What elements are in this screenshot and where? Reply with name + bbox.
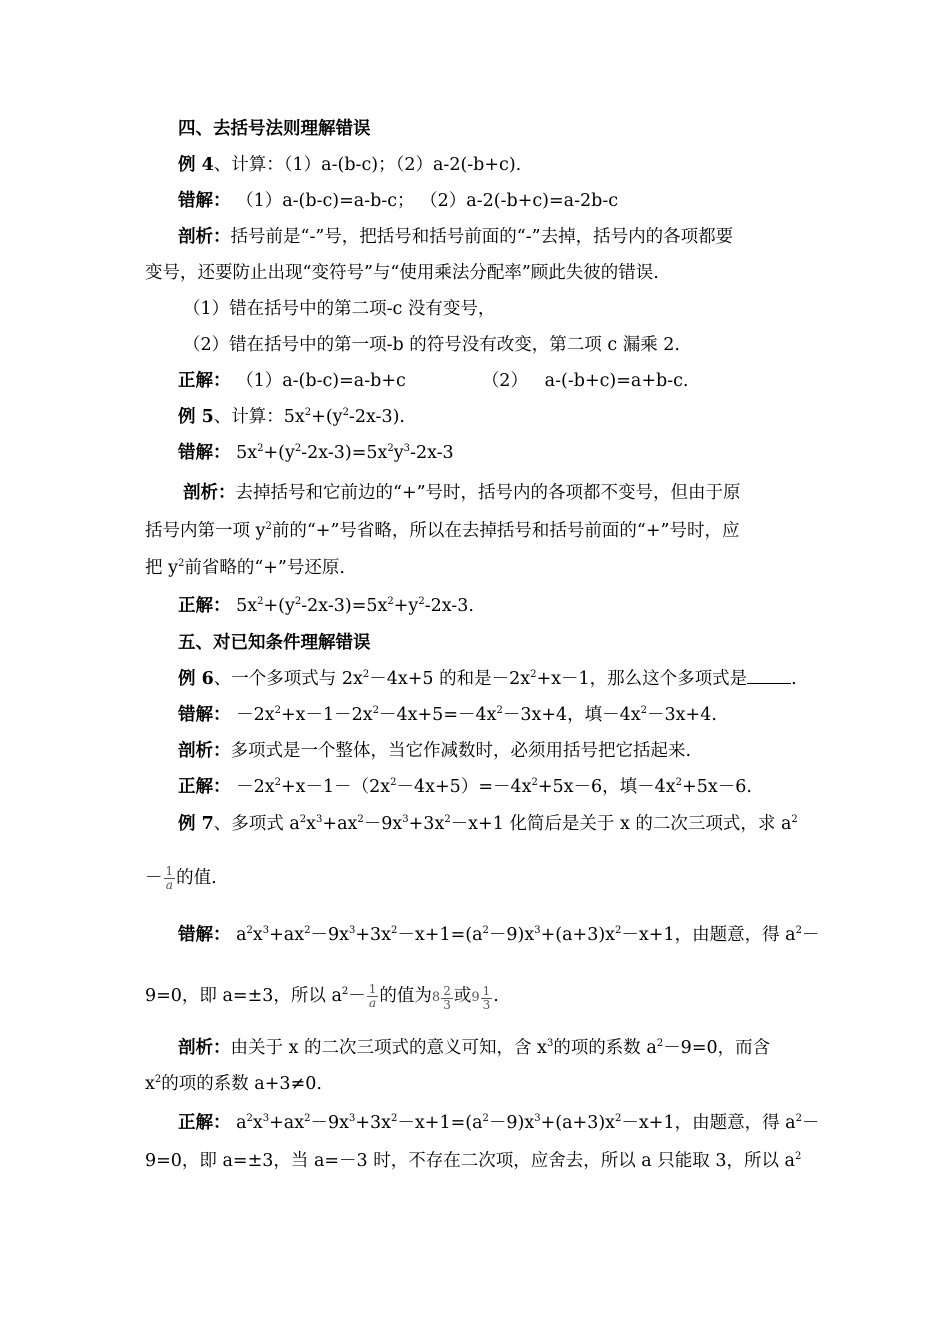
- example-5-label: 例 5: [178, 407, 214, 427]
- ex7-c1g: －9)x: [488, 1113, 535, 1133]
- example-7-label: 例 7: [178, 814, 214, 834]
- ex7-w1i: －x+1，由题意，得 a: [621, 925, 796, 945]
- example-4-analysis-line-2: [145, 262, 659, 284]
- ex5-w-c: -2x-3)=5x: [301, 443, 388, 463]
- ex7-w2a: 9=0，即 a=±3，所以 a: [145, 986, 342, 1006]
- example-4-analysis-2: 变号，还要防止出现“变符号”与“使用乘法分配率”顾此失彼的错误.: [145, 263, 659, 283]
- example-4-question: [178, 154, 521, 176]
- sup: 2: [257, 596, 264, 607]
- sup: 2: [675, 777, 683, 788]
- wrong-label: 错解：: [178, 191, 231, 211]
- sup: 2: [177, 558, 185, 569]
- example-4-point-1: [183, 298, 495, 320]
- ex7-w1g: －9)x: [488, 925, 535, 945]
- sup: 2: [482, 1113, 489, 1124]
- frac-den: a: [367, 996, 379, 1010]
- wrong-label: 错解：: [178, 443, 231, 463]
- example-4-correct-2: （2）: [481, 371, 528, 391]
- ex7-t-f: －x+1 化简后是关于 x 的二次三项式，求 a: [450, 814, 792, 834]
- ex5-c-c: -2x-3)=5x: [301, 596, 388, 616]
- sup: 2: [496, 705, 503, 716]
- sup: 2: [795, 1113, 802, 1124]
- example-4-text: 、计算：（1）a-(b-c)；（2）a-2(-b+c).: [213, 155, 522, 175]
- example-4-wrong: [178, 190, 618, 212]
- sup: 3: [262, 925, 270, 936]
- sup: 2: [362, 669, 370, 680]
- mixed-frac: [441, 985, 453, 1012]
- ex7-a1a: 由关于 x 的二次三项式的意义可知，含 x: [230, 1038, 547, 1058]
- example-4-analysis-line-1: [178, 226, 733, 248]
- ex5-c-d: +y: [393, 596, 419, 616]
- example-7-analysis-line-2: [145, 1073, 322, 1095]
- sup: 3: [546, 1038, 554, 1049]
- sup: 2: [299, 814, 307, 825]
- sup: 2: [656, 1038, 664, 1049]
- ex6-c-d: +5x－6，填－4x: [537, 777, 676, 797]
- ex5-analysis-2b: 前的“+”号省略，所以在去掉括号和括号前面的“+”号时，应: [271, 521, 740, 541]
- sup: 3: [262, 1113, 270, 1124]
- sup: 3: [534, 925, 541, 936]
- sup: 2: [791, 814, 798, 825]
- ex7-t-c: +ax: [322, 814, 358, 834]
- fraction-one-over-a: [164, 865, 176, 892]
- correct-label: 正解：: [178, 371, 231, 391]
- sup: 3: [402, 814, 409, 825]
- sup: 2: [246, 925, 253, 936]
- frac-num: 1: [368, 982, 377, 996]
- section-5-title: 五、对已知条件理解错误: [178, 633, 371, 653]
- ex7-t-e: +3x: [408, 814, 445, 834]
- sup: 3: [349, 925, 356, 936]
- wrong-label: 错解：: [178, 705, 231, 725]
- ex5-analysis-3a: 把 y: [145, 558, 178, 578]
- example-5-analysis-line-1: [183, 482, 741, 504]
- ex7-t-a: 、多项式 a: [213, 814, 300, 834]
- ex7-w1b: x: [252, 925, 263, 945]
- frac-den: a: [164, 878, 176, 892]
- section-4-title: 四、去括号法则理解错误: [178, 119, 371, 139]
- ex7-c1c: +ax: [269, 1113, 305, 1133]
- example-7-analysis-line-1: [178, 1037, 770, 1059]
- sup: 2: [795, 1151, 802, 1162]
- sup: 2: [257, 443, 264, 454]
- sup: 2: [357, 814, 364, 825]
- sup: 2: [265, 521, 272, 532]
- ex5-text-mid: +(y: [311, 407, 343, 427]
- ex5-c-b: +(y: [263, 596, 295, 616]
- sup: 2: [640, 705, 648, 716]
- ex7-cont-pre: －: [145, 868, 163, 888]
- frac-num: 2: [443, 983, 451, 998]
- sup: 2: [418, 596, 425, 607]
- example-6-wrong: [178, 704, 717, 726]
- example-7-correct-line-1: [178, 1112, 819, 1134]
- ex6-t-c: +x－1，那么这个多项式是: [536, 669, 748, 689]
- example-5-wrong: [178, 442, 454, 464]
- mixed-frac: [481, 985, 493, 1012]
- sup: 3: [534, 1113, 541, 1124]
- ex7-w1h: +(a+3)x: [540, 925, 616, 945]
- ex7-w2b: －: [348, 986, 366, 1006]
- correct-label: 正解：: [178, 777, 231, 797]
- example-7-wrong-line-1: [178, 924, 819, 946]
- frac-den: 3: [443, 997, 451, 1012]
- mixed-number-nine-one-third: [471, 983, 493, 1013]
- ex5-analysis-2a: 括号内第一项 y: [145, 521, 266, 541]
- sup: 2: [531, 777, 538, 788]
- ex6-c-c: －4x+5）=－4x: [396, 777, 532, 797]
- example-6-correct: [178, 776, 752, 798]
- ex7-t-d: －9x: [363, 814, 403, 834]
- example-4-correct-1: （1）a-(b-c)=a-b+c: [236, 371, 406, 391]
- ex5-analysis-3b: 前省略的“+”号还原.: [184, 558, 345, 578]
- frac-num: 1: [482, 983, 491, 998]
- ex5-c-e: -2x-3.: [424, 596, 474, 616]
- answer-blank: [747, 669, 791, 684]
- ex7-a1b: 的项的系数 a: [553, 1038, 657, 1058]
- sup: 2: [154, 1074, 162, 1085]
- example-6-question: [178, 668, 797, 690]
- ex5-w-b: +(y: [263, 443, 295, 463]
- ex5-analysis-1: 去掉括号和它前边的“+”号时，括号内的各项都不变号，但由于原: [235, 483, 741, 503]
- analysis-label: 剖析：: [178, 1038, 231, 1058]
- ex7-cont-post: 的值.: [176, 868, 217, 888]
- example-4-wrong-2: （2）a-2(-b+c)=a-2b-c: [420, 191, 619, 211]
- ex7-a2a: x: [145, 1074, 155, 1094]
- example-4-correct: [178, 370, 688, 392]
- ex6-analysis-1: 多项式是一个整体，当它作减数时，必须用括号把它括起来.: [230, 741, 692, 761]
- sup: 2: [341, 986, 349, 997]
- example-5-analysis-line-3: [145, 557, 345, 579]
- example-7-correct-line-2: [145, 1150, 801, 1172]
- mixed-whole: 8: [431, 990, 441, 1005]
- example-5-question: [178, 406, 405, 428]
- example-4-wrong-1: （1）a-(b-c)=a-b-c；: [236, 191, 415, 211]
- sup: 2: [615, 1113, 622, 1124]
- section-4-heading: [178, 118, 371, 140]
- ex6-w-e: －3x+4.: [647, 705, 717, 725]
- example-5-analysis-line-2: [145, 520, 739, 542]
- mixed-number-eight-two-thirds: [432, 983, 454, 1013]
- sup: 2: [304, 1113, 311, 1124]
- sup: 3: [403, 443, 411, 454]
- fraction-one-over-a: [367, 983, 379, 1010]
- example-4-point-2: [183, 334, 680, 356]
- ex6-w-c: －4x+5=－4x: [379, 705, 497, 725]
- ex7-c1e: +3x: [355, 1113, 392, 1133]
- ex6-w-d: －3x+4，填－4x: [502, 705, 641, 725]
- sup: 2: [246, 1113, 253, 1124]
- ex7-t-b: x: [306, 814, 317, 834]
- sup: 2: [530, 669, 537, 680]
- sup: 2: [372, 705, 380, 716]
- correct-label: 正解：: [178, 596, 231, 616]
- ex5-w-a: 5x: [236, 443, 258, 463]
- sup: 2: [274, 777, 281, 788]
- sup: 2: [342, 407, 349, 418]
- ex6-t-d: .: [791, 669, 797, 689]
- sup: 3: [349, 1113, 356, 1124]
- sup: 2: [615, 925, 622, 936]
- ex5-w-e: -2x-3: [410, 443, 454, 463]
- example-7-question-cont: [145, 863, 217, 893]
- example-7-question: [178, 813, 798, 835]
- sup: 2: [795, 925, 802, 936]
- ex6-t-a: 、一个多项式与 2x: [213, 669, 363, 689]
- ex7-a1c: －9=0，而含: [663, 1038, 771, 1058]
- ex6-w-a: －2x: [236, 705, 275, 725]
- sup: 2: [304, 925, 311, 936]
- example-7-wrong-line-2: [145, 981, 499, 1013]
- ex7-w1a: a: [236, 925, 247, 945]
- ex5-w-d: y: [393, 443, 404, 463]
- correct-label: 正解：: [178, 1113, 231, 1133]
- sup: 2: [390, 777, 397, 788]
- sup: 2: [274, 705, 281, 716]
- ex6-c-a: －2x: [236, 777, 275, 797]
- example-6-analysis: [178, 740, 691, 762]
- ex7-w2e: .: [493, 986, 499, 1006]
- analysis-label: 剖析：: [183, 483, 236, 503]
- ex7-c2a: 9=0，即 a=±3，当 a=－3 时，不存在二次项，应舍去，所以 a 只能取 3，所以 a: [145, 1151, 795, 1171]
- sup: 2: [304, 407, 312, 418]
- sup: 2: [391, 925, 398, 936]
- ex7-c1b: x: [252, 1113, 263, 1133]
- ex6-w-b: +x－1－2x: [280, 705, 373, 725]
- sup: 2: [482, 925, 489, 936]
- ex7-c1i: －x+1，由题意，得 a: [621, 1113, 796, 1133]
- sup: 2: [294, 596, 302, 607]
- ex5-c-a: 5x: [236, 596, 258, 616]
- example-4-point-2-text: （2）错在括号中的第一项-b 的符号没有改变，第二项 c 漏乘 2.: [183, 335, 680, 355]
- example-6-label: 例 6: [178, 669, 214, 689]
- sup: 3: [316, 814, 323, 825]
- ex7-c1j: －: [801, 1113, 820, 1133]
- ex7-w2c: 的值为: [379, 986, 432, 1006]
- sup: 2: [444, 814, 451, 825]
- wrong-label: 错解：: [178, 925, 231, 945]
- ex7-c1d: －9x: [310, 1113, 349, 1133]
- ex7-w1d: －9x: [310, 925, 349, 945]
- frac-den: 3: [482, 997, 491, 1012]
- ex7-w1c: +ax: [269, 925, 305, 945]
- analysis-label: 剖析：: [178, 227, 231, 247]
- ex5-text-pre: 、计算：5x: [213, 407, 305, 427]
- ex5-text-post: -2x-3).: [348, 407, 405, 427]
- example-4-label: 例 4: [178, 155, 214, 175]
- ex7-c1a: a: [236, 1113, 247, 1133]
- sup: 2: [387, 596, 394, 607]
- ex6-c-e: +5x－6.: [682, 777, 752, 797]
- sup: 2: [294, 443, 302, 454]
- sup: 2: [391, 1113, 398, 1124]
- sup: 2: [387, 443, 394, 454]
- ex7-c1f: －x+1=(a: [397, 1113, 483, 1133]
- ex6-c-b: +x－1－（2x: [280, 777, 391, 797]
- ex7-a2b: 的项的系数 a+3≠0.: [161, 1074, 322, 1094]
- ex7-c1h: +(a+3)x: [540, 1113, 616, 1133]
- ex7-w2d: 或: [453, 986, 472, 1006]
- ex7-w1f: －x+1=(a: [397, 925, 483, 945]
- example-4-analysis-1: 括号前是“-”号，把括号和括号前面的“-”去掉，括号内的各项都要: [230, 227, 734, 247]
- ex6-t-b: －4x+5 的和是－2x: [369, 669, 531, 689]
- example-4-point-1-text: （1）错在括号中的第二项-c 没有变号，: [183, 299, 496, 319]
- mixed-whole: 9: [471, 990, 480, 1005]
- ex7-w1e: +3x: [355, 925, 392, 945]
- ex7-w1j: －: [801, 925, 820, 945]
- analysis-label: 剖析：: [178, 741, 231, 761]
- example-4-correct-3: a-(-b+c)=a+b-c.: [544, 371, 689, 391]
- section-5-heading: [178, 632, 371, 654]
- frac-num: 1: [165, 864, 174, 878]
- example-5-correct: [178, 595, 474, 617]
